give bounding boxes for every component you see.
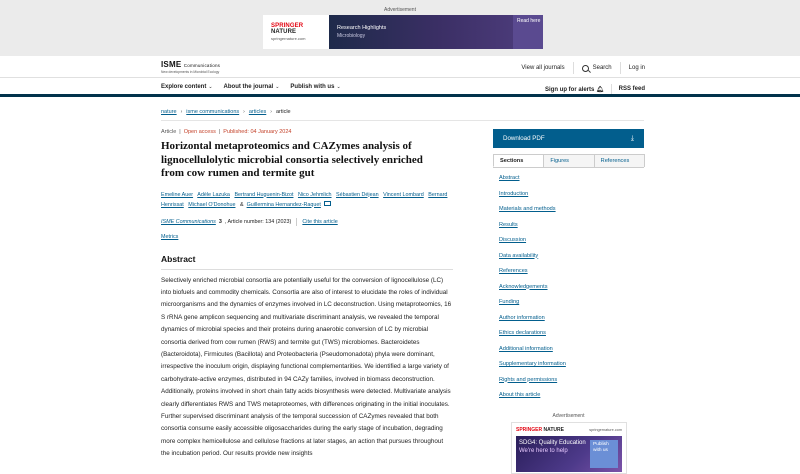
chevron-down-icon: ⌄ bbox=[275, 84, 280, 90]
nav-actions bbox=[545, 84, 645, 94]
meta-sep: | bbox=[179, 129, 181, 135]
author-link[interactable]: Adèle Lazuka bbox=[197, 191, 230, 198]
section-link[interactable]: About this article bbox=[499, 392, 541, 398]
open-access-badge: Open access bbox=[183, 129, 216, 135]
citation-line bbox=[161, 218, 453, 226]
author-link[interactable]: Bernard Henrissat bbox=[161, 191, 448, 208]
ad-brand-block bbox=[263, 15, 329, 49]
search-label: Search bbox=[592, 65, 612, 71]
sections-list bbox=[499, 175, 566, 408]
header-actions bbox=[521, 62, 645, 74]
tab-references[interactable]: References bbox=[594, 154, 645, 167]
section-link[interactable]: References bbox=[499, 268, 528, 274]
signup-label: Sign up for alerts bbox=[545, 86, 595, 93]
breadcrumb-nature[interactable]: nature bbox=[161, 109, 177, 115]
download-pdf-button[interactable] bbox=[493, 129, 644, 148]
ampersand: & bbox=[239, 201, 244, 208]
section-link[interactable]: Results bbox=[499, 221, 518, 228]
explore-content-menu[interactable] bbox=[161, 84, 213, 90]
article-main bbox=[161, 129, 453, 461]
top-ad-band bbox=[0, 0, 800, 56]
author-list bbox=[161, 190, 453, 210]
section-link[interactable]: Additional information bbox=[499, 345, 553, 352]
chevron-right-icon: › bbox=[180, 109, 183, 115]
author-link[interactable]: Vincent Lombard bbox=[383, 191, 424, 198]
article-type: Article bbox=[161, 129, 177, 135]
search-icon bbox=[582, 65, 589, 72]
about-label: About the journal bbox=[223, 84, 274, 90]
about-journal-menu[interactable] bbox=[224, 84, 280, 90]
section-link[interactable]: Discussion bbox=[499, 237, 527, 243]
divider bbox=[573, 62, 574, 74]
nav-menu bbox=[161, 84, 341, 90]
sidebar-ad-label: Advertisement bbox=[552, 413, 585, 419]
sidebar-ad-cta-button[interactable]: Publish with us bbox=[590, 440, 618, 468]
logo-suffix: Communications bbox=[183, 63, 221, 68]
section-link[interactable]: Ethics declarations bbox=[499, 330, 546, 336]
login-link[interactable]: Log in bbox=[628, 65, 645, 71]
sidebar-ad-brand-row bbox=[512, 423, 626, 433]
view-all-journals-link[interactable]: View all journals bbox=[521, 65, 565, 71]
section-link[interactable]: Materials and methods bbox=[499, 206, 556, 212]
journal-logo[interactable] bbox=[161, 60, 220, 74]
divider bbox=[611, 84, 612, 94]
explore-label: Explore content bbox=[161, 84, 207, 90]
ad-brand-springer: SPRINGER bbox=[271, 23, 304, 29]
ad-headline: Research Highlights bbox=[337, 25, 387, 31]
top-ad-banner[interactable] bbox=[263, 15, 543, 49]
cite-article-link[interactable]: Cite this article bbox=[302, 218, 338, 225]
section-link[interactable]: Supplementary information bbox=[499, 361, 566, 367]
ad-brand bbox=[271, 23, 329, 35]
journal-nav bbox=[0, 79, 800, 97]
signup-alerts-link[interactable] bbox=[545, 86, 604, 93]
sidebar-ad-brand bbox=[516, 427, 564, 433]
published-date: Published: 04 January 2024 bbox=[223, 129, 292, 135]
tab-sections[interactable]: Sections bbox=[493, 154, 544, 167]
section-link[interactable]: Data availability bbox=[499, 252, 539, 259]
ad-cta-button[interactable]: Read here bbox=[513, 15, 543, 49]
sidebar-ad[interactable] bbox=[511, 422, 627, 474]
ad-subline: Microbiology bbox=[337, 33, 366, 39]
article-title: Horizontal metaproteomics and CAZymes analysis of lignocellulolytic microbial consortia selectively enriched from cow rumen and termite gut bbox=[161, 140, 423, 179]
abstract-text: Selectively enriched microbial consortia are potentially useful for the conversion of lignocellulose (LC) into biofuels and commodity chemicals. Consortia are also of interest to elucidate the roles of individual microorganisms and the dynamics of enzymes involved in LC deconstruction. Using metaproteomics, 16 S rRNA gene amplicon sequencing and multivariate discriminant analysis, we revealed the temporal dynamics of microbial species and their proteins during anaerobic conversion of LC by microbial consortia derived from cow rumen (RWS) and termite gut (TWS) microbiomes. Bacteroidetes (Bacteroidota), Firmicutes (Bacillota) and Proteobacteria (Pseudomonadota) phyla were dominant, irrespective the inoculum origin, displaying functional complementarities. We identified a large variety of carbohydrate-active enzymes, distributed in 94 CAZy families, involved in biomass deconstruction. Additionally, proteins involved in short chain fatty acids biosynthesis were detected. Multivariate analysis clearly differentiates RWS and TWS metaproteomes, with differences originating in the initial inoculates. Further supervised discriminant analysis of the temporal succession of CAZymes revealed that both consortia consume easily accessible oligosaccharides during the early stage of incubation, degrading more complex hemicellulose and cellulose fractions at later stages, an action that pursues throughout the incubation period. Our results provide new insights bbox=[161, 276, 452, 458]
article-meta bbox=[161, 129, 453, 135]
author-link[interactable]: Sébastien Déjean bbox=[336, 191, 379, 198]
publish-label: Publish with us bbox=[290, 84, 335, 90]
sidebar-tabs bbox=[493, 154, 644, 168]
breadcrumb bbox=[161, 109, 291, 115]
meta-sep: | bbox=[218, 129, 221, 135]
divider bbox=[161, 120, 644, 121]
author-link[interactable]: Bertrand Huguenin-Bizot bbox=[234, 191, 294, 198]
divider bbox=[620, 62, 621, 74]
sidebar-ad-url: springernature.com bbox=[589, 428, 622, 432]
section-link[interactable]: Abstract bbox=[499, 175, 520, 181]
ad-visual bbox=[329, 15, 513, 49]
ad-brand-nature: NATURE bbox=[271, 29, 297, 35]
divider bbox=[161, 269, 453, 270]
ad-brand-nature: NATURE bbox=[543, 427, 564, 433]
author-link[interactable]: Emeline Auer bbox=[161, 191, 194, 198]
author-link[interactable]: Michael O'Donohue bbox=[188, 201, 236, 208]
rss-feed-link[interactable]: RSS feed bbox=[618, 86, 645, 92]
section-link[interactable]: Author information bbox=[499, 314, 545, 321]
ad-brand-springer: SPRINGER bbox=[516, 427, 543, 433]
site-header bbox=[0, 56, 800, 78]
tab-figures[interactable]: Figures bbox=[543, 154, 594, 167]
section-link[interactable]: Funding bbox=[499, 299, 520, 305]
email-icon[interactable] bbox=[324, 201, 331, 206]
section-link[interactable]: Rights and permissions bbox=[499, 376, 558, 383]
download-label: Download PDF bbox=[503, 135, 545, 142]
journal-link[interactable]: ISME Communications bbox=[161, 218, 216, 225]
metrics-link[interactable]: Metrics bbox=[161, 233, 179, 240]
ad-url: springernature.com bbox=[271, 36, 306, 41]
section-link[interactable]: Introduction bbox=[499, 190, 529, 197]
chevron-down-icon: ⌄ bbox=[336, 84, 341, 90]
abstract-heading: Abstract bbox=[161, 253, 196, 264]
sidebar-ad-visual bbox=[516, 436, 622, 472]
ad-label: Advertisement bbox=[384, 7, 416, 13]
chevron-right-icon: › bbox=[243, 109, 245, 115]
volume: 3 bbox=[218, 218, 222, 225]
sidebar-ad-line2: We're here to help bbox=[519, 447, 568, 454]
sidebar-ad-line1: SDG4: Quality Education bbox=[519, 440, 586, 446]
author-link[interactable]: Guillermina Hernandez-Raquet bbox=[246, 201, 321, 208]
chevron-right-icon: › bbox=[270, 109, 272, 115]
publish-menu[interactable] bbox=[290, 84, 340, 90]
search-button[interactable] bbox=[582, 65, 612, 72]
section-link[interactable]: Acknowledgements bbox=[499, 283, 548, 290]
logo-tagline: New developments in Microbial Ecology bbox=[161, 70, 220, 74]
breadcrumb-articles[interactable]: articles bbox=[248, 109, 267, 115]
logo-main: ISME bbox=[161, 60, 182, 69]
sidebar-ad-text bbox=[516, 436, 590, 472]
divider bbox=[296, 218, 297, 226]
bell-icon: 🔔︎ bbox=[596, 86, 604, 93]
chevron-down-icon: ⌄ bbox=[208, 84, 213, 90]
breadcrumb-journal[interactable]: isme communications bbox=[186, 109, 240, 115]
article-number: , Article number: 134 (2023) bbox=[224, 218, 292, 225]
author-link[interactable]: Nico Jehmlich bbox=[297, 191, 332, 198]
download-icon: ⤓ bbox=[630, 134, 634, 142]
breadcrumb-current: article bbox=[275, 109, 291, 115]
